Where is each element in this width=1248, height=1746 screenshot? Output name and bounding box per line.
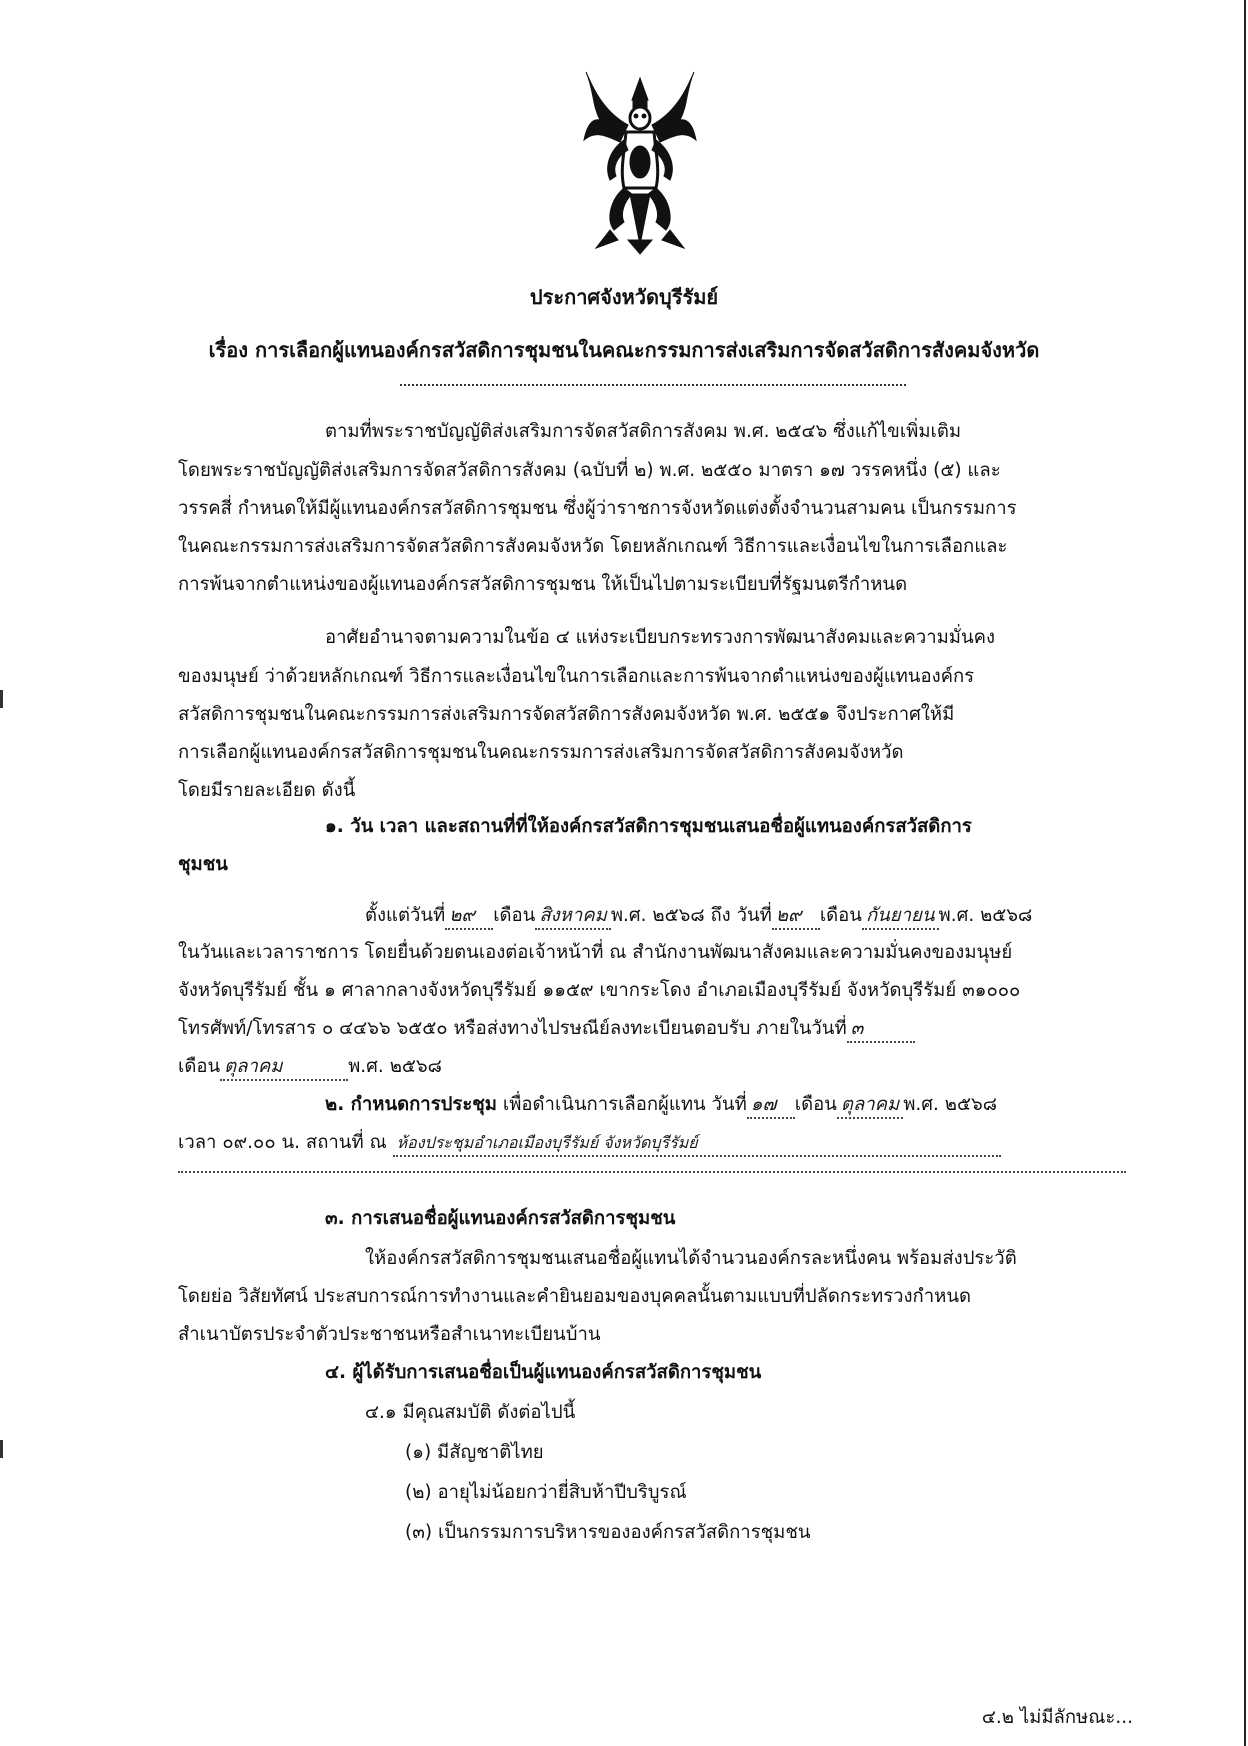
- garuda-emblem-icon: [580, 70, 700, 255]
- month-label: เดือน: [493, 905, 536, 926]
- section4-heading: ๔. ผู้ได้รับการเสนอชื่อเป็นผู้แทนองค์กรสวัสดิการชุมชน: [325, 1362, 762, 1383]
- section1-line: ในวันและเวลาราชการ โดยยื่นด้วยตนเองต่อเจ้าหน้าที่ ณ สำนักงานพัฒนาสังคมและความมั่นคงของมนุษย์: [178, 942, 1013, 963]
- from-month-handwritten: สิงหาคม: [535, 904, 610, 930]
- section3-heading: ๓. การเสนอชื่อผู้แทนองค์กรสวัสดิการชุมชน: [325, 1208, 676, 1229]
- meeting-time-place-label: เวลา ๐๙.๐๐ น. สถานที่ ณ: [178, 1132, 387, 1153]
- meeting-month-label: เดือน: [794, 1094, 837, 1115]
- meeting-year: พ.ศ. ๒๕๖๘: [903, 1094, 997, 1115]
- para1-line: โดยพระราชบัญญัติส่งเสริมการจัดสวัสดิการสังคม (ฉบับที่ ๒) พ.ศ. ๒๕๕๐ มาตรา ๑๗ วรรคหนึ่ง (๕) และ: [178, 460, 1001, 481]
- section1-deadline-line: [178, 1017, 915, 1043]
- scan-edge-mark: [0, 690, 3, 708]
- deadline-month-handwritten: ตุลาคม: [220, 1055, 348, 1081]
- subject-text: การเลือกผู้แทนองค์กรสวัสดิการชุมชนในคณะกรรมการส่งเสริมการจัดสวัสดิการสังคมจังหวัด: [255, 338, 1040, 362]
- year-end: พ.ศ. ๒๕๖๘: [938, 905, 1033, 926]
- from-day-handwritten: ๒๙: [445, 904, 493, 930]
- section3-line: ให้องค์กรสวัสดิการชุมชนเสนอชื่อผู้แทนได้จำนวนองค์กรละหนึ่งคน พร้อมส่งประวัติ: [365, 1248, 1017, 1269]
- scan-edge-mark: [0, 1440, 3, 1458]
- para1-line: วรรคสี่ กำหนดให้มีผู้แทนองค์กรสวัสดิการชุมชน ซึ่งผู้ว่าราชการจังหวัดแต่งตั้งจำนวนสามคน เป็นกรรมการ: [178, 498, 1017, 519]
- month-label: เดือน: [819, 905, 862, 926]
- section3-line: สำเนาบัตรประจำตัวประชาชนหรือสำเนาทะเบียนบ้าน: [178, 1324, 601, 1345]
- para2-line: โดยมีรายละเอียด ดังนี้: [178, 780, 356, 801]
- section1-line: จังหวัดบุรีรัมย์ ชั้น ๑ ศาลากลางจังหวัดบุรีรัมย์ ๑๑๕๙ เขากระโดง อำเภอเมืองบุรีรัมย์ จังหวัดบุรีรัมย์ ๓๑๐๐๐: [178, 980, 1021, 1001]
- section2-line: [325, 1093, 997, 1119]
- meeting-month-handwritten: ตุลาคม: [837, 1093, 903, 1119]
- para2-line: อาศัยอำนาจตามความในข้อ ๔ แห่งระเบียบกระทรวงการพัฒนาสังคมและความมั่นคง: [325, 627, 996, 648]
- section1-heading-cont: ชุมชน: [178, 854, 228, 875]
- year-label: พ.ศ. ๒๕๖๘ ถึง วันที่: [610, 905, 772, 926]
- meeting-place-handwritten: ห้องประชุมอำเภอเมืองบุรีรัมย์ จังหวัดบุรีรัมย์: [393, 1131, 1001, 1157]
- para1-line: ตามที่พระราชบัญญัติส่งเสริมการจัดสวัสดิการสังคม พ.ศ. ๒๕๔๖ ซึ่งแก้ไขเพิ่มเติม: [325, 421, 962, 442]
- page-continuation: ๔.๒ ไม่มีลักษณะ...: [981, 1707, 1133, 1728]
- deadline-month-label: เดือน: [178, 1056, 221, 1077]
- meeting-day-handwritten: ๑๗: [747, 1093, 795, 1119]
- para1-line: การพ้นจากตำแหน่งของผู้แทนองค์กรสวัสดิการชุมชน ให้เป็นไปตามระเบียบที่รัฐมนตรีกำหนด: [178, 574, 908, 595]
- from-label: ตั้งแต่วันที่: [365, 905, 446, 926]
- para2-line: ของมนุษย์ ว่าด้วยหลักเกณฑ์ วิธีการและเงื่อนไขในการเลือกและการพ้นจากตำแหน่งของผู้แทนองค์กร: [178, 666, 975, 687]
- qualification-item: (๓) เป็นกรรมการบริหารขององค์กรสวัสดิการชุมชน: [405, 1522, 811, 1543]
- document-subject: [0, 334, 1248, 366]
- section1-deadline-month-line: [178, 1055, 442, 1081]
- submission-period-line: [365, 904, 1032, 930]
- deadline-year: พ.ศ. ๒๕๖๘: [348, 1056, 442, 1077]
- document-title: ประกาศจังหวัดบุรีรัมย์: [529, 285, 719, 309]
- blank-dotted-line: [178, 1171, 1126, 1173]
- section2-text: เพื่อดำเนินการเลือกผู้แทน วันที่: [502, 1094, 747, 1115]
- section4-sub: ๔.๑ มีคุณสมบัติ ดังต่อไปนี้: [365, 1402, 576, 1423]
- meeting-time-place-line: [178, 1131, 1001, 1157]
- scan-edge-line: [1244, 0, 1246, 1746]
- qualification-item: (๑) มีสัญชาติไทย: [405, 1442, 544, 1463]
- para2-line: การเลือกผู้แทนองค์กรสวัสดิการชุมชนในคณะกรรมการส่งเสริมการจัดสวัสดิการสังคมจังหวัด: [178, 742, 904, 763]
- deadline-day-handwritten: ๓: [847, 1017, 915, 1043]
- qualification-item: (๒) อายุไม่น้อยกว่ายี่สิบห้าปีบริบูรณ์: [405, 1482, 687, 1503]
- deadline-text: โทรศัพท์/โทรสาร ๐ ๔๔๖๖ ๖๕๕๐ หรือส่งทางไปรษณีย์ลงทะเบียนตอบรับ ภายในวันที่: [178, 1018, 847, 1039]
- para2-line: สวัสดิการชุมชนในคณะกรรมการส่งเสริมการจัดสวัสดิการสังคมจังหวัด พ.ศ. ๒๕๕๑ จึงประกาศให้มี: [178, 704, 955, 725]
- section1-heading: ๑. วัน เวลา และสถานที่ที่ให้องค์กรสวัสดิการชุมชนเสนอชื่อผู้แทนองค์กรสวัสดิการ: [325, 816, 972, 837]
- to-day-handwritten: ๒๙: [772, 904, 820, 930]
- subject-lead: เรื่อง: [208, 338, 249, 362]
- title-separator: [400, 384, 906, 386]
- para1-line: ในคณะกรรมการส่งเสริมการจัดสวัสดิการสังคมจังหวัด โดยหลักเกณฑ์ วิธีการและเงื่อนไขในการเลือกและ: [178, 536, 1008, 557]
- to-month-handwritten: กันยายน: [862, 904, 939, 930]
- section3-line: โดยย่อ วิสัยทัศน์ ประสบการณ์การทำงานและคำยินยอมของบุคคลนั้นตามแบบที่ปลัดกระทรวงกำหนด: [178, 1286, 971, 1307]
- section2-heading: ๒. กำหนดการประชุม: [325, 1094, 498, 1115]
